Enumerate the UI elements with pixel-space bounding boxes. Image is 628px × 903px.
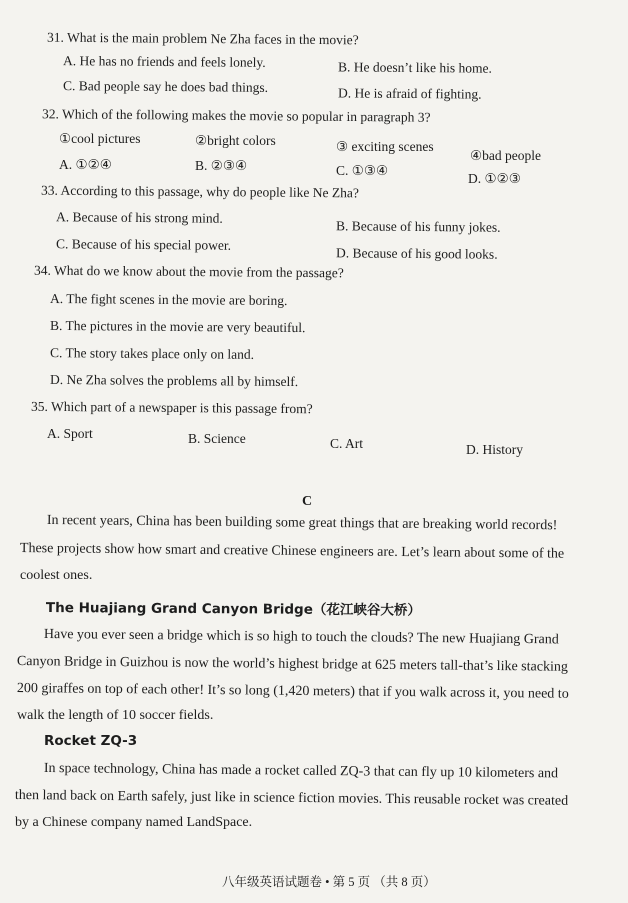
rocket-line-3: by a Chinese company named LandSpace. [15,815,253,830]
q32-option-b: B. ②③④ [195,158,248,173]
bridge-line-3: 200 giraffes on top of each other! It’s so long (1,420 meters) that if you walk across it, you need to [16,681,569,702]
q32-option-c: C. ①③④ [336,163,389,178]
bridge-line-4: walk the length of 10 soccer fields. [17,708,214,723]
q34-option-a: A. The fight scenes in the movie are boring. [49,290,288,309]
rocket-line-1: In space technology, China has made a rocket called ZQ-3 that can fly up 10 kilometers and [43,761,559,782]
intro-line-3: coolest ones. [20,568,93,583]
section-c-label: C [302,494,313,509]
q31-option-b: B. He doesn’t like his home. [337,59,492,76]
q31-option-c: C. Bad people say he does bad things. [62,78,269,95]
q32-option-a: A. ①②④ [59,157,112,172]
q34-option-d: D. Ne Zha solves the problems all by himself. [49,371,299,390]
q33-option-b: B. Because of his funny jokes. [335,218,501,235]
q32-item-2: ②bright colors [195,133,276,148]
rocket-heading: Rocket ZQ-3 [44,733,138,749]
intro-line-2: These projects show how smart and creative Chinese engineers are. Let’s learn about some of the [19,541,565,562]
q35-option-b: B. Science [188,431,246,446]
q35-stem: 35. Which part of a newspaper is this passage from? [30,398,313,417]
intro-line-1: In recent years, China has been building some great things that are breaking world records! [46,513,558,534]
q33-option-d: D. Because of his good looks. [335,245,498,262]
q31-option-d: D. He is afraid of fighting. [337,85,482,102]
q35-option-c: C. Art [330,436,364,451]
q34-stem: 34. What do we know about the movie from the passage? [33,262,344,281]
page-footer: 八年级英语试题卷 • 第 5 页 （共 8 页） [222,875,436,889]
q34-option-c: C. The story takes place only on land. [49,345,255,362]
bridge-line-1: Have you ever seen a bridge which is so high to touch the clouds? The new Huajiang Grand [43,627,559,648]
q33-stem: 33. According to this passage, why do people like Ne Zha? [40,182,359,201]
bridge-line-2: Canyon Bridge in Guizhou is now the world’s highest bridge at 625 meters tall-that’s like stacking [16,654,568,675]
q33-option-a: A. Because of his strong mind. [55,209,223,226]
q35-option-a: A. Sport [47,426,93,441]
q31-stem: 31. What is the main problem Ne Zha faces in the movie? [46,29,359,48]
q35-option-d: D. History [466,442,523,457]
rocket-line-2: then land back on Earth safely, just like in science fiction movies. This reusable rocket was created [14,788,569,809]
q32-item-3: ③ exciting scenes [336,139,434,154]
q32-stem: 32. Which of the following makes the movie so popular in paragraph 3? [41,106,431,125]
q32-item-4: ④bad people [470,148,541,163]
q33-option-c: C. Because of his special power. [55,236,232,253]
q31-option-a: A. He has no friends and feels lonely. [62,53,266,70]
q32-item-1: ①cool pictures [59,131,141,146]
q32-option-d: D. ①②③ [468,171,521,186]
bridge-heading: The Huajiang Grand Canyon Bridge（花江峡谷大桥） [45,600,421,619]
q34-option-b: B. The pictures in the movie are very beautiful. [49,317,306,336]
